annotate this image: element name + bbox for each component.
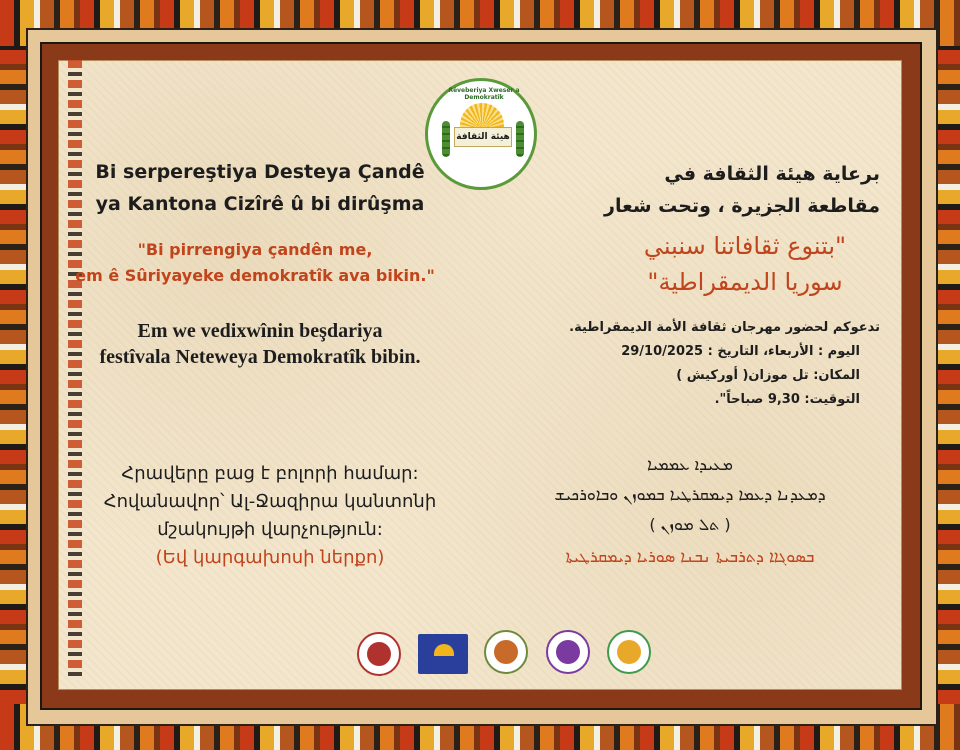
arabic-slogan-line1: "بتنوع ثقافاتنا سنبني — [643, 232, 847, 260]
arabic-invite: تدعوكم لحضور مهرجان ثقافة الأمة الديمقراطية. — [569, 320, 880, 335]
syriac-line4: ܒܣܘܓܐܐ ܕܬܪܒܝܬܐ ܢܒܢܐ ܣܘܪܝܐ ܕܝܡܩܪܛܝܬܐ — [565, 547, 815, 566]
mother-emblem-icon — [357, 632, 401, 676]
kurdish-slogan-line2: em ê Sûriyayeke demokratîk ava bikin." — [75, 266, 435, 285]
kurdish-invite-line1: Em we vedixwînin beşdariya — [137, 320, 383, 342]
olive-branch-icon — [442, 121, 450, 157]
logo-center-text: هيئة الثقافة — [454, 127, 512, 147]
armenian-line2: Հովանավոր՝ Ալ-Ջազիրա կանտոնի — [103, 491, 437, 512]
purple-circle-core — [556, 640, 580, 664]
syriac-line2: ܕܡܥܕܢܐ ܕܥܡܐ ܕܝܡܩܪܛܝܐ ܒܡܘܙܢ ܘܒܐܘܪܟܝܫ — [554, 485, 826, 504]
syriac-line1: ܡܥܝܕܐ ܥܡܡܝܐ — [647, 455, 733, 474]
tree-emblem-core — [494, 640, 518, 664]
kurdish-title-line2: ya Kantona Cizîrê û bi dirûşma — [95, 193, 425, 215]
arabic-place: المكان: تل موزان( أوركيش ) — [676, 368, 860, 383]
olive-branch-icon — [516, 121, 524, 157]
kurdish-title-line1: Bi serpereştiya Desteya Çandê — [95, 161, 425, 183]
arabic-day-date: اليوم : الأربعاء، التاريخ : 29/10/2025 — [621, 344, 860, 359]
arabic-slogan-line2: سوريا الديمقراطية" — [647, 268, 843, 296]
sun-emblem-core — [434, 644, 454, 656]
arabic-time: التوقيت: 9,30 صباحاً". — [714, 392, 860, 407]
kurdish-invite-line2: festîvala Neteweya Demokratîk bibin. — [99, 346, 421, 368]
arabic-title-line2: مقاطعة الجزيرة ، وتحت شعار — [604, 195, 880, 217]
green-circle-emblem-icon — [607, 630, 651, 674]
logo-ring-text: Rêveberiya Xweser a Demokratîk — [448, 87, 520, 101]
armenian-line3: մշակույթի վարչություն: — [157, 519, 383, 540]
culture-committee-logo — [425, 78, 537, 190]
zigzag-ornament — [68, 60, 82, 680]
syriac-line3: ( ܬܠ ܡܘܙܢ ) — [649, 515, 731, 534]
armenian-line1: Հրավերը բաց է բոլորի համար: — [121, 463, 419, 484]
sun-icon — [460, 103, 504, 129]
tree-emblem-icon — [484, 630, 528, 674]
armenian-line4: (Եվ կարգախոսի ներքո) — [155, 547, 385, 568]
green-circle-core — [617, 640, 641, 664]
arabic-title-line1: برعاية هيئة الثقافة في — [664, 163, 880, 185]
purple-circle-emblem-icon — [546, 630, 590, 674]
mother-emblem-core — [367, 642, 391, 666]
sun-emblem-icon — [418, 634, 468, 674]
kurdish-slogan-line1: "Bi pirrengiya çandên me, — [137, 240, 373, 259]
